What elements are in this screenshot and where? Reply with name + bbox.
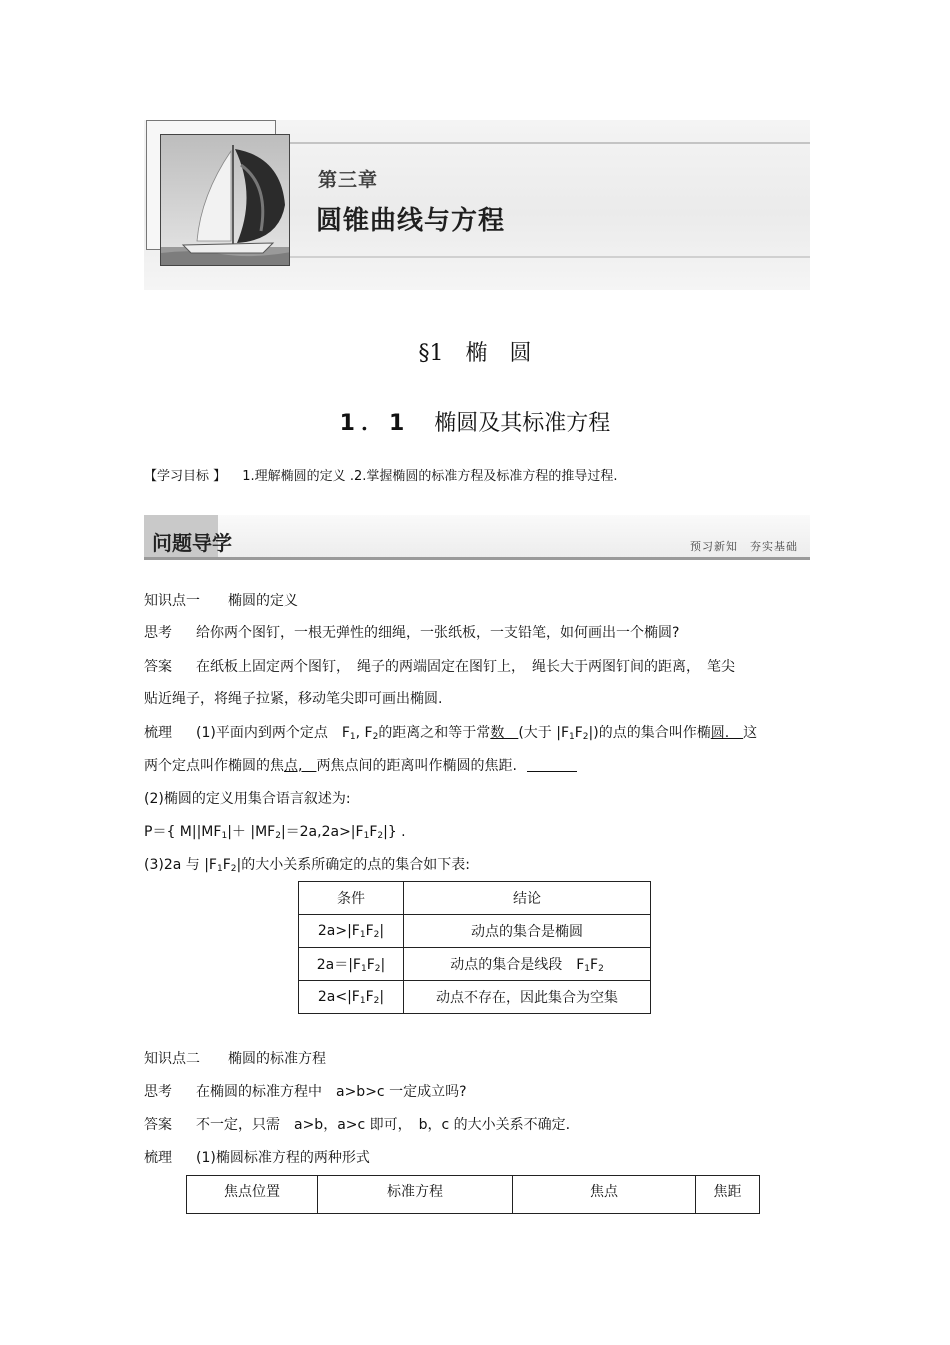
sub: 1 [221,831,228,841]
header-result: 结论 [404,882,651,915]
sub: 1 [363,831,370,841]
kp1-p2: (2)椭圆的定义用集合语言叙述为: [144,791,351,807]
comb-text-e: F [574,725,583,741]
sailboat-photo [160,134,290,266]
result-b: F [590,957,599,973]
cond-b: F [366,957,375,973]
cell-result: 动点不存在，因此集合为空集 [404,981,651,1014]
header-focus-position: 焦点位置 [187,1176,318,1214]
p4-b: F [222,857,231,873]
cell-condition [299,948,404,981]
header-focal-distance: 焦距 [696,1176,760,1214]
answer-tag: 答案 [144,1117,172,1133]
blank-constant: 数 [490,725,519,741]
banner-rule-bottom [290,256,810,258]
answer-text: 不一定，只需 a>b，a>c 即可， b，c 的大小关系不确定. [196,1117,571,1133]
sub: 2 [230,864,237,874]
chapter-title: 圆锥曲线与方程 [316,206,506,236]
section-banner-rule [144,557,810,560]
kp1-heading: 知识点一 椭圆的定义 [144,593,298,609]
header-condition: 条件 [299,882,404,915]
comb-text-g: 这 [743,725,758,741]
section-banner-title: 问题导学 [152,531,232,555]
kp2-answer [144,1114,570,1134]
section-banner-subtitle: 预习新知 夯实基础 [690,540,798,553]
sub: 2 [373,995,380,1006]
sub: 1 [217,864,223,874]
kp1-comb-line2 [144,755,577,775]
sub: 1 [361,964,367,974]
think-tag: 思考 [144,625,172,641]
kp2-think [144,1081,467,1101]
comb-tag: 梳理 [144,1150,172,1166]
sub: 2 [598,964,604,974]
result-a: 动点的集合是线段 F [450,957,585,973]
p4-c: |的大小关系所确定的点的集合如下表: [236,857,470,873]
kp1-comb [144,722,757,742]
cell-condition [299,981,404,1014]
kp1-think [144,622,679,642]
cond-a: 2a>|F [317,922,360,939]
sub: 2 [582,732,589,742]
header-foci: 焦点 [513,1176,696,1214]
formula-c: |＝2a,2a>|F [280,824,364,840]
cond-b: F [365,988,374,1005]
formula-b: |＋ |MF [227,824,276,840]
cond-a: 2a<|F [317,988,360,1005]
comb-text-b: , F [355,725,373,741]
think-tag: 思考 [144,1084,172,1100]
think-text: 给你两个图钉，一根无弹性的细绳，一张纸板，一支铅笔，如何画出一个椭圆? [196,625,680,641]
comb-text-c: 的距离之和等于常 [378,725,491,741]
kp1-set-formula [144,821,406,841]
sub: 2 [275,831,281,841]
goals-tag: 【学习目标 】 [144,469,227,484]
comb-text-a: (1)平面内到两个定点 F [196,725,350,741]
section-title: §1 椭 圆 [418,341,532,366]
think-text: 在椭圆的标准方程中 a>b>c 一定成立吗? [196,1084,467,1100]
sub: 1 [359,995,366,1006]
comb2-text-a: 两个定点叫作椭圆的焦 [144,758,284,774]
sub: 2 [372,732,379,742]
subsection-text: 椭圆及其标准方程 [434,411,611,436]
kp1-answer-line2: 贴近绳子，将绳子拉紧，移动笔尖即可画出椭圆. [144,691,443,707]
answer-line1: 在纸板上固定两个图钉， 绳子的两端固定在图钉上， 绳长大于两图钉间的距离， 笔尖 [196,659,735,675]
blank-ellipse: 圆. [710,725,744,741]
comb-tag: 梳理 [144,725,172,741]
cond-c: | [379,988,385,1005]
formula-e: |} . [383,824,406,840]
answer-tag: 答案 [144,659,172,675]
learning-goals [144,465,618,484]
comb-text-d: (大于 |F [518,725,569,741]
header-standard-equation: 标准方程 [318,1176,513,1214]
table-row [299,915,651,948]
table-header-row [299,882,651,915]
kp1-p4 [144,854,470,874]
subsection-number: 1．1 [339,411,411,436]
table-row [299,948,651,981]
comb-text-f: |)的点的集合叫作椭 [588,725,711,741]
cond-c: | [380,957,386,973]
condition-table [298,881,651,1014]
chapter-label: 第三章 [318,169,379,191]
standard-equation-table [186,1175,760,1214]
cond-b: F [365,922,374,939]
goals-text: 1.理解椭圆的定义 .2.掌握椭圆的标准方程及标准方程的推导过程. [242,469,618,484]
sub: 1 [349,732,356,742]
sub: 2 [374,964,381,974]
table-header-row [187,1176,760,1214]
sub: 1 [584,964,590,974]
subsection-title [0,406,950,437]
sub: 2 [373,929,380,940]
blank-focus: 点, [284,758,317,774]
blank-focal-distance [527,761,577,772]
comb2-text-b: 两焦点间的距离叫作椭圆的焦距. [316,758,517,774]
sub: 1 [359,929,366,940]
cell-result [404,948,651,981]
kp2-heading: 知识点二 椭圆的标准方程 [144,1051,326,1067]
formula-d: F [369,824,378,840]
p4-a: (3)2a 与 |F [144,857,217,873]
kp2-comb [144,1147,370,1167]
sub: 1 [569,732,575,742]
table-row [299,981,651,1014]
cond-c: | [379,922,385,939]
banner-rule-top [290,142,810,144]
comb-text: (1)椭圆标准方程的两种形式 [196,1150,370,1166]
formula-a: P＝{ M||MF [144,824,222,840]
cell-condition [299,915,404,948]
sub: 2 [377,831,384,841]
cond-a: 2a＝|F [316,957,361,973]
cell-result: 动点的集合是椭圆 [404,915,651,948]
kp1-answer [144,656,735,676]
